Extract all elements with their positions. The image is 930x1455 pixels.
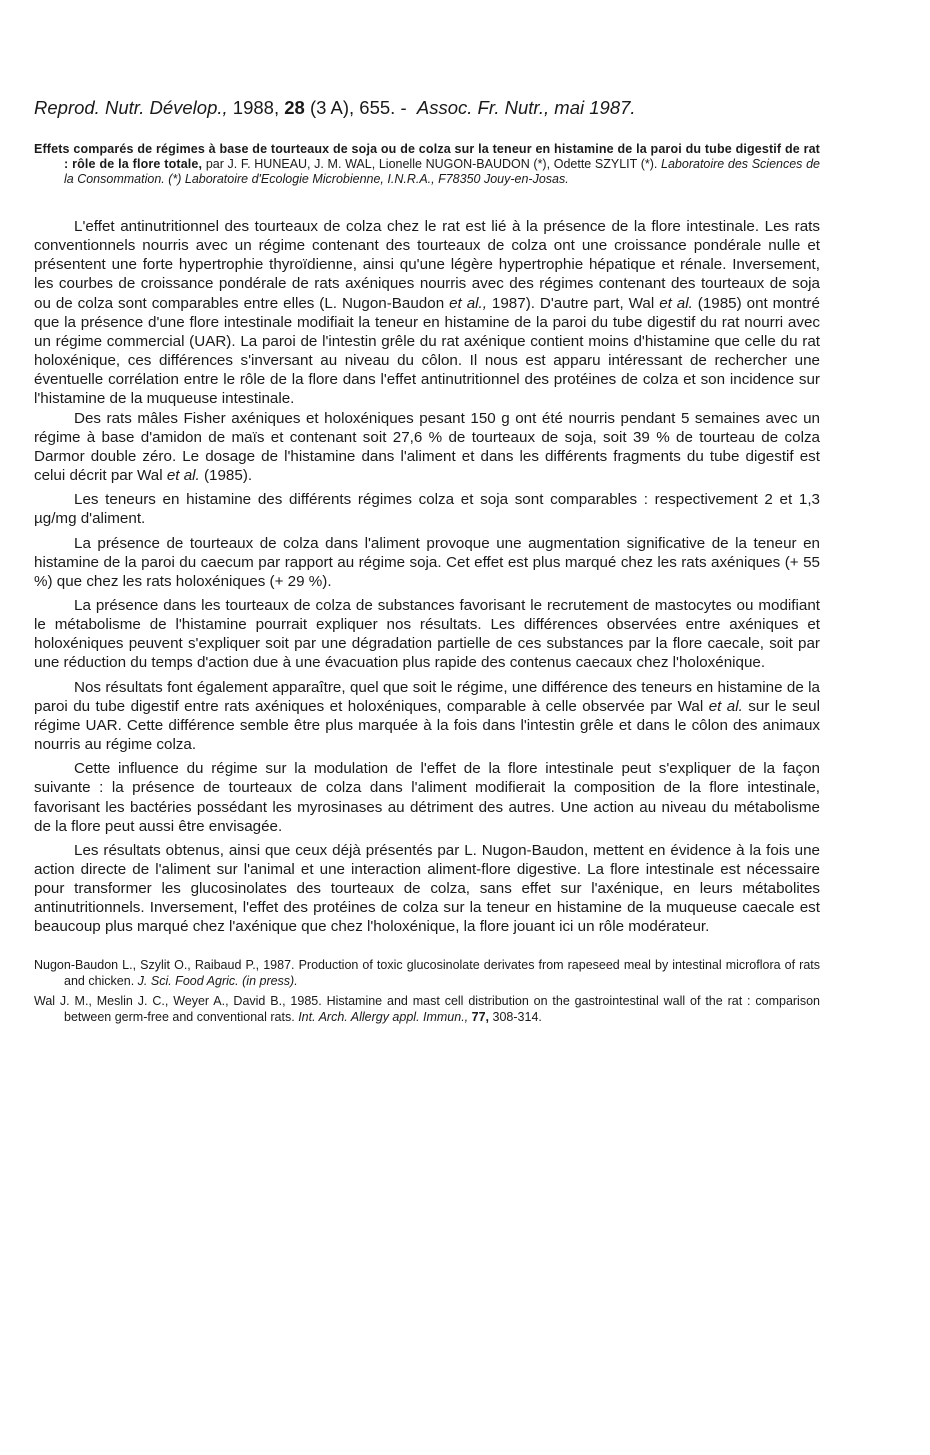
p1-text-a: L'effet antinutritionnel des tourteaux de colza chez le rat est lié à la présence de la flore intestinale. Les rats conventionnels nourris avec un régime contenant des tourteaux de colza ont une croissance pondérale nulle et présentent une forte hypertrophie thyroïdienne, ainsi qu'une légère hypertrophie hépatique et rénale. Inversement, les courbes de croissance pondérale de rats axéniques nourris avec des régimes contenant des tourteaux de soja ou de colza sont comparables entre elles (L. Nugon-Baudon <box>34 218 820 312</box>
journal-volume: 28 <box>284 97 305 118</box>
reference-1 <box>34 957 820 989</box>
ref2-text: Wal J. M., Meslin J. C., Weyer A., David B., 1985. Histamine and mast cell distribution on the gastrointestinal wall of the rat : comparison between germ-free and conventional rats. <box>34 993 820 1024</box>
paragraph-7: Cette influence du régime sur la modulation de l'effet de la flore intestinale peut s'expliquer de la façon suivante : la présence de tourteaux de colza dans l'aliment modifierait la composition de la flore intestinale, favorisant les bactéries possédant les myrosinases au détriment des autres. Une action au niveau du métabolisme de la flore peut aussi être envisagée. <box>34 760 820 835</box>
paragraph-4: La présence de tourteaux de colza dans l'aliment provoque une augmentation significative de la teneur en histamine de la paroi du caecum par rapport au régime soja. Cet effet est plus marqué chez les rats axéniques (+ 55 %) que chez les rats holoxéniques (+ 29 %). <box>34 534 820 590</box>
article-page <box>34 96 820 1029</box>
p1-etal-2: et al. <box>659 294 693 312</box>
meeting-name: Assoc. Fr. Nutr., mai 1987. <box>416 97 636 118</box>
ref2-volume: 77, <box>471 1009 490 1024</box>
article-affiliation: Laboratoire des Sciences de la Consommation. (*) Laboratoire d'Ecologie Microbienne, I.N.R.A., F78350 Jouy-en-Josas. <box>64 157 820 186</box>
article-title: Effets comparés de régimes à base de tourteaux de soja ou de colza sur la teneur en histamine de la paroi du tube digestif de rat : rôle de la flore totale, <box>34 142 820 171</box>
article-title-block <box>34 142 820 187</box>
ref1-journal: J. Sci. Food Agric. <box>137 973 239 988</box>
article-body <box>34 217 820 937</box>
reference-2 <box>34 993 820 1025</box>
paragraph-3: Les teneurs en histamine des différents régimes colza et soja sont comparables : respectivement 2 et 1,3 µg/mg d'aliment. <box>34 491 820 528</box>
article-authors: par J. F. HUNEAU, J. M. WAL, Lionelle NUGON-BAUDON (*), Odette SZYLIT (*). <box>205 157 658 171</box>
p2-text-a: Des rats mâles Fisher axéniques et holoxéniques pesant 150 g ont été nourris pendant 5 semaines avec un régime à base d'amidon de maïs et contenant soit 27,6 % de tourteaux de soja, soit 39 % de tourteau de colza Darmor double zéro. Le dosage de l'histamine dans l'aliment et dans les différents fragments du tube digestif est celui décrit par Wal <box>34 409 820 485</box>
ref2-journal: Int. Arch. Allergy appl. Immun., <box>298 1009 469 1024</box>
p1-text-c: (1985) ont montré que la présence d'une flore intestinale modifiait la teneur en histamine de la paroi du tube digestif du rat nourri avec un régime commercial (UAR). La paroi de l'intestin grêle du rat axénique contient moins d'histamine que celle du rat holoxénique, ces différences s'inversant au niveau du côlon. Il nous est apparu intéressant de rechercher une éventuelle corrélation entre le rôle de la flore dans l'effet antinutritionnel des protéines de colza et son incidence sur l'histamine de la muqueuse intestinale. <box>34 294 820 408</box>
ref1-status: (in press). <box>242 973 298 988</box>
paragraph-2 <box>34 409 820 486</box>
paragraph-1 <box>34 217 820 409</box>
p6-etal: et al. <box>708 697 743 715</box>
journal-name: Reprod. Nutr. Dévelop., <box>34 97 228 118</box>
ref2-pages: 308-314. <box>492 1009 542 1024</box>
references <box>34 957 820 1025</box>
journal-year: 1988, <box>232 97 280 118</box>
p2-etal: et al. <box>166 467 200 485</box>
journal-issue-page: (3 A), 655. - <box>309 97 407 118</box>
p1-etal-1: et al., <box>449 294 487 312</box>
p1-text-b: 1987). D'autre part, Wal <box>491 294 655 312</box>
p6-text-b: sur le seul régime UAR. Cette différence semble être plus marquée à la fois dans l'intestin grêle et dans le côlon des animaux nourris au régime colza. <box>34 697 820 754</box>
p2-text-b: (1985). <box>203 467 253 485</box>
paragraph-5: La présence dans les tourteaux de colza de substances favorisant le recrutement de mastocytes ou modifiant le métabolisme de l'histamine pourrait expliquer nos résultats. Les différences observées entre axéniques et holoxéniques peuvent s'expliquer soit par une dégradation partielle de ces substances par la flore caecale, soit par une réduction du temps d'action due à une évacuation plus rapide des contenus caecaux chez l'holoxénique. <box>34 596 820 672</box>
p6-text-a: Nos résultats font également apparaître, quel que soit le régime, une différence des teneurs en histamine de la paroi du tube digestif entre rats axéniques et holoxéniques, comparable à celle observée par Wal <box>34 678 820 715</box>
paragraph-8: Les résultats obtenus, ainsi que ceux déjà présentés par L. Nugon-Baudon, mettent en évidence à la fois une action directe de l'aliment sur l'animal et une interaction aliment-flore digestive. La flore intestinale est nécessaire pour transformer les glucosinolates des tourteaux de colza, sans effet sur l'axénique, en leurs métabolites antinutritionnels. Inversement, l'effet des protéines de colza sur la teneur en histamine de la muqueuse caecale est beaucoup plus marqué chez l'axénique que chez l'holoxénique, la flore jouant ici un rôle modérateur. <box>34 841 820 936</box>
ref1-text: Nugon-Baudon L., Szylit O., Raibaud P., 1987. Production of toxic glucosinolate derivates from rapeseed meal by intestinal microflora of rats and chicken. <box>34 957 820 988</box>
running-head <box>34 96 820 120</box>
paragraph-6 <box>34 678 820 755</box>
